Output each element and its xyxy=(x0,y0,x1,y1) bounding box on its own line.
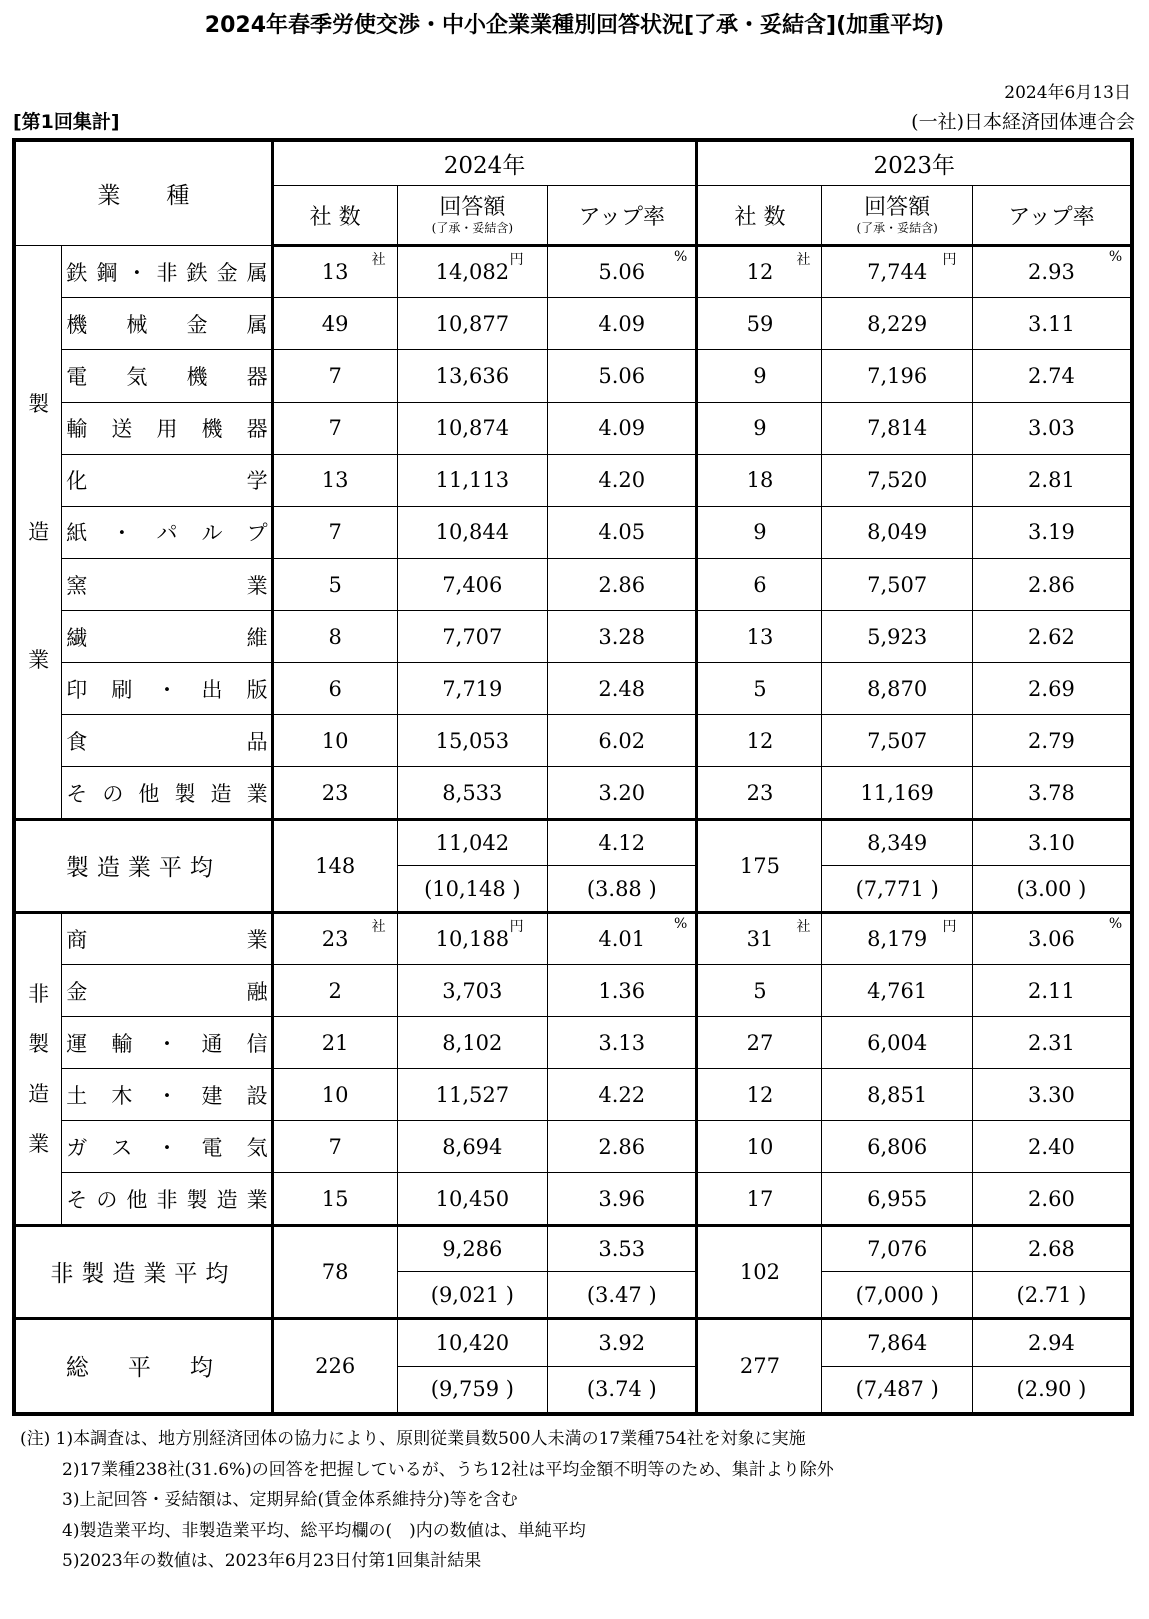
industry-name-char: 輸 xyxy=(111,1031,133,1056)
unit-label: % xyxy=(1108,249,1123,266)
industry-name-char: 業 xyxy=(246,927,268,952)
rate-2024: 6.02 xyxy=(548,715,697,767)
companies-2024: 21 xyxy=(272,1017,397,1069)
industry-name-char: 業 xyxy=(246,781,268,806)
industry-header: 業 種 xyxy=(14,140,272,246)
industry-name-char: プ xyxy=(246,521,268,546)
companies-2023: 27 xyxy=(697,1017,822,1069)
group-label: 非 製 造 業 xyxy=(14,912,62,1225)
amount-2023: 6,955 xyxy=(822,1173,972,1225)
unit-label: % xyxy=(674,915,688,932)
companies-2024: 10 xyxy=(272,715,397,767)
industry-name-char: 鉄 xyxy=(186,260,208,285)
industry-name xyxy=(62,454,272,506)
industry-name-char: の xyxy=(102,781,124,806)
unit-label: % xyxy=(1108,915,1123,932)
industry-name-char: 金 xyxy=(66,979,88,1004)
table-row xyxy=(14,246,1132,298)
industry-name xyxy=(62,611,272,663)
industry-name-char: 刷 xyxy=(111,677,133,702)
amount-2024: 10,874 xyxy=(397,402,547,454)
note-line: 2)17業種238社(31.6%)の回答を把握しているが、うち12社は平均金額不明等のため、集計より除外 xyxy=(62,1459,834,1480)
rate-2024: 3.28 xyxy=(548,611,697,663)
industry-name-char: 維 xyxy=(246,625,268,650)
industry-name-char: 製 xyxy=(174,781,196,806)
companies-2024: 7 xyxy=(272,506,397,558)
amount-2024: 14,082 円 xyxy=(397,246,547,298)
amount-header-2023: 回答額 (了承・妥結含) xyxy=(822,186,972,246)
rate-2024: 5.06 % xyxy=(548,246,697,298)
companies-2024: 13 社 xyxy=(272,246,397,298)
rate-2023-simple: (2.71 ) xyxy=(972,1272,1132,1319)
industry-name-char: 版 xyxy=(246,677,268,702)
table-row xyxy=(14,611,1132,663)
amount-2023: 5,923 xyxy=(822,611,972,663)
industry-name-char: 送 xyxy=(111,417,133,442)
industry-name-char: 金 xyxy=(186,312,208,337)
rate-2024: 4.22 xyxy=(548,1069,697,1121)
industry-name-char: ・ xyxy=(156,1135,178,1160)
table-row xyxy=(14,1173,1132,1225)
amount-2023: 7,507 xyxy=(822,558,972,610)
amount-2023: 8,049 xyxy=(822,506,972,558)
amount-2024: 10,877 xyxy=(397,298,547,350)
rate-2023: 3.19 xyxy=(972,506,1132,558)
average-label: 総 平 均 xyxy=(14,1318,272,1414)
companies-2024: 8 xyxy=(272,611,397,663)
amount-2024: 10,420 xyxy=(397,1318,547,1366)
industry-name-char: 用 xyxy=(156,417,178,442)
amount-2024: 11,113 xyxy=(397,454,547,506)
industry-name xyxy=(62,767,272,819)
industry-name-char: 気 xyxy=(126,365,148,390)
industry-name-char: 製 xyxy=(186,1187,208,1212)
amount-2023-simple: (7,487 ) xyxy=(822,1366,972,1414)
industry-name xyxy=(62,715,272,767)
average-row xyxy=(14,1225,1132,1272)
companies-2024: 5 xyxy=(272,558,397,610)
unit-label: 円 xyxy=(942,252,957,269)
table-row xyxy=(14,964,1132,1016)
rate-2024: 2.48 xyxy=(548,663,697,715)
companies-2024: 13 xyxy=(272,454,397,506)
rate-2023: 2.62 xyxy=(972,611,1132,663)
industry-name-char: ・ xyxy=(126,260,148,285)
rate-2023: 3.78 xyxy=(972,767,1132,819)
rate-2024: 4.12 xyxy=(548,819,697,866)
rate-2023: 3.06 % xyxy=(972,912,1132,964)
companies-2023: 9 xyxy=(697,350,822,402)
rate-2023: 2.81 xyxy=(972,454,1132,506)
companies-2023: 5 xyxy=(697,964,822,1016)
amount-2023: 7,076 xyxy=(822,1225,972,1272)
companies-2023: 6 xyxy=(697,558,822,610)
amount-header-2024: 回答額 (了承・妥結含) xyxy=(397,186,547,246)
industry-name-char: 運 xyxy=(66,1031,88,1056)
rate-2024: 3.92 xyxy=(548,1318,697,1366)
rate-2024: 3.96 xyxy=(548,1173,697,1225)
amount-2023: 7,507 xyxy=(822,715,972,767)
industry-name xyxy=(62,663,272,715)
amount-2024: 11,042 xyxy=(397,819,547,866)
industry-name-char: ガ xyxy=(66,1135,88,1160)
note-line: 3)上記回答・妥結額は、定期昇給(賃金体系維持分)等を含む xyxy=(62,1490,518,1510)
rate-2023: 2.60 xyxy=(972,1173,1132,1225)
unit-label: 社 xyxy=(796,252,811,269)
rate-2024: 4.05 xyxy=(548,506,697,558)
amount-2024: 8,533 xyxy=(397,767,547,819)
note-line: (注) 1)本調査は、地方別経済団体の協力により、原則従業員数500人未満の17業種754社を対象に実施 xyxy=(20,1429,806,1449)
industry-name xyxy=(62,558,272,610)
table-row xyxy=(14,715,1132,767)
unit-label: 円 xyxy=(509,252,524,269)
amount-2023: 7,520 xyxy=(822,454,972,506)
note-line: 4)製造業平均、非製造業平均、総平均欄の( )内の数値は、単純平均 xyxy=(62,1520,586,1541)
companies-header-2024: 社 数 xyxy=(272,186,397,246)
companies-2024: 10 xyxy=(272,1069,397,1121)
industry-name-char: 融 xyxy=(246,979,268,1004)
industry-name-char: そ xyxy=(66,1187,88,1212)
industry-name-char: 非 xyxy=(156,1187,178,1212)
industry-name-char: パ xyxy=(156,521,178,546)
amount-2023: 6,004 xyxy=(822,1017,972,1069)
industry-name-char: 鉄 xyxy=(66,260,88,285)
industry-name-char: 電 xyxy=(66,365,88,390)
unit-label: 社 xyxy=(371,252,386,269)
table-row xyxy=(14,1017,1132,1069)
industry-name-char: 土 xyxy=(66,1083,88,1108)
industry-name xyxy=(62,350,272,402)
amount-2024-simple: (10,148 ) xyxy=(397,866,547,913)
industry-name-char: 品 xyxy=(246,729,268,754)
industry-name-char: 設 xyxy=(246,1083,268,1108)
page-title: 2024年春季労使交渉・中小企業業種別回答状況[了承・妥結含](加重平均) xyxy=(204,13,945,38)
rate-2024: 4.01 % xyxy=(548,912,697,964)
companies-2023: 5 xyxy=(697,663,822,715)
industry-name-char: の xyxy=(96,1187,118,1212)
companies-2023: 175 xyxy=(697,819,822,912)
amount-2023: 8,851 xyxy=(822,1069,972,1121)
companies-2024: 2 xyxy=(272,964,397,1016)
rate-2023: 2.40 xyxy=(972,1121,1132,1173)
industry-name-char: 窯 xyxy=(66,573,88,598)
amount-2024: 13,636 xyxy=(397,350,547,402)
report-date: 2024年6月13日 xyxy=(1004,83,1131,103)
wage-table xyxy=(12,138,1134,1416)
companies-2023: 9 xyxy=(697,402,822,454)
table-row xyxy=(14,1069,1132,1121)
rate-2023-simple: (3.00 ) xyxy=(972,866,1132,913)
rate-header-2023: アップ率 xyxy=(972,186,1132,246)
year-2023-header: 2023年 xyxy=(697,140,1132,186)
rate-2023: 2.74 xyxy=(972,350,1132,402)
table-row xyxy=(14,298,1132,350)
rate-2024: 4.20 xyxy=(548,454,697,506)
amount-2023: 7,814 xyxy=(822,402,972,454)
amount-2024: 9,286 xyxy=(397,1225,547,1272)
rate-2024-simple: (3.74 ) xyxy=(548,1366,697,1414)
amount-2024: 15,053 xyxy=(397,715,547,767)
companies-2023: 277 xyxy=(697,1318,822,1414)
table-row xyxy=(14,558,1132,610)
amount-2023: 8,870 xyxy=(822,663,972,715)
table-row xyxy=(14,506,1132,558)
companies-2023: 31 社 xyxy=(697,912,822,964)
amount-2024: 7,406 xyxy=(397,558,547,610)
industry-name xyxy=(62,912,272,964)
amount-2024-simple: (9,021 ) xyxy=(397,1272,547,1319)
industry-name xyxy=(62,1173,272,1225)
industry-name-char: 食 xyxy=(66,729,88,754)
amount-2024: 10,188 円 xyxy=(397,912,547,964)
industry-name-char: ・ xyxy=(156,677,178,702)
industry-name-char: 気 xyxy=(246,1135,268,1160)
rate-2023: 2.94 xyxy=(972,1318,1132,1366)
industry-name-char: ・ xyxy=(111,521,133,546)
industry-name xyxy=(62,298,272,350)
industry-name-char: ・ xyxy=(156,1083,178,1108)
amount-2023: 7,196 xyxy=(822,350,972,402)
rate-2024: 1.36 xyxy=(548,964,697,1016)
industry-name-char: 電 xyxy=(201,1135,223,1160)
amount-2023: 8,229 xyxy=(822,298,972,350)
unit-label: 社 xyxy=(796,918,811,935)
industry-name-char: 化 xyxy=(66,469,88,494)
amount-2024: 3,703 xyxy=(397,964,547,1016)
amount-2024: 11,527 xyxy=(397,1069,547,1121)
amount-2023-simple: (7,000 ) xyxy=(822,1272,972,1319)
table-row xyxy=(14,1121,1132,1173)
amount-2023: 7,744 円 xyxy=(822,246,972,298)
industry-name xyxy=(62,506,272,558)
rate-2023: 3.10 xyxy=(972,819,1132,866)
industry-name-char: 信 xyxy=(246,1031,268,1056)
industry-name-char: 業 xyxy=(246,1187,268,1212)
table-row xyxy=(14,912,1132,964)
rate-2023: 2.31 xyxy=(972,1017,1132,1069)
industry-name-char: 出 xyxy=(201,677,223,702)
companies-2024: 23 xyxy=(272,767,397,819)
rate-2023: 3.30 xyxy=(972,1069,1132,1121)
batch-label: [第1回集計] xyxy=(13,111,120,133)
companies-2023: 13 xyxy=(697,611,822,663)
amount-2024: 8,694 xyxy=(397,1121,547,1173)
companies-2023: 12 xyxy=(697,1069,822,1121)
rate-2023: 2.93 % xyxy=(972,246,1132,298)
industry-name-char: 属 xyxy=(246,312,268,337)
industry-name-char: ル xyxy=(201,521,223,546)
industry-name-char: 機 xyxy=(66,312,88,337)
industry-name-char: 印 xyxy=(66,677,88,702)
rate-2024: 2.86 xyxy=(548,1121,697,1173)
industry-name-char: 学 xyxy=(246,469,268,494)
table-row xyxy=(14,767,1132,819)
rate-2024-simple: (3.88 ) xyxy=(548,866,697,913)
industry-name-char: 通 xyxy=(201,1031,223,1056)
rate-2023: 2.79 xyxy=(972,715,1132,767)
industry-name xyxy=(62,964,272,1016)
companies-2024: 6 xyxy=(272,663,397,715)
industry-name-char: ス xyxy=(111,1135,133,1160)
rate-2023: 2.69 xyxy=(972,663,1132,715)
industry-name-char: 輸 xyxy=(66,417,88,442)
companies-2023: 17 xyxy=(697,1173,822,1225)
industry-name-char: 商 xyxy=(66,927,88,952)
average-row xyxy=(14,819,1132,866)
companies-2023: 59 xyxy=(697,298,822,350)
amount-2024: 10,450 xyxy=(397,1173,547,1225)
industry-name-char: 建 xyxy=(201,1083,223,1108)
industry-name-char: 属 xyxy=(246,260,268,285)
average-label: 非製造業平均 xyxy=(14,1225,272,1318)
notes xyxy=(20,1424,834,1577)
amount-2024: 7,707 xyxy=(397,611,547,663)
table-row xyxy=(14,350,1132,402)
amount-2024: 10,844 xyxy=(397,506,547,558)
table-row xyxy=(14,663,1132,715)
industry-name-char: 他 xyxy=(126,1187,148,1212)
amount-2024: 8,102 xyxy=(397,1017,547,1069)
rate-2024: 3.53 xyxy=(548,1225,697,1272)
rate-2024: 5.06 xyxy=(548,350,697,402)
amount-2024-simple: (9,759 ) xyxy=(397,1366,547,1414)
unit-label: 社 xyxy=(371,918,386,935)
industry-name-char: そ xyxy=(66,781,88,806)
industry-name-char: ・ xyxy=(156,1031,178,1056)
companies-2023: 12 社 xyxy=(697,246,822,298)
rate-2023: 2.11 xyxy=(972,964,1132,1016)
industry-name-char: 鋼 xyxy=(96,260,118,285)
year-2024-header: 2024年 xyxy=(272,140,697,186)
companies-2024: 226 xyxy=(272,1318,397,1414)
companies-2024: 15 xyxy=(272,1173,397,1225)
industry-name xyxy=(62,1017,272,1069)
amount-2023-simple: (7,771 ) xyxy=(822,866,972,913)
average-row xyxy=(14,1318,1132,1366)
companies-2024: 7 xyxy=(272,350,397,402)
rate-2024: 3.20 xyxy=(548,767,697,819)
unit-label: 円 xyxy=(509,918,524,935)
unit-label: 円 xyxy=(942,918,957,935)
companies-2024: 7 xyxy=(272,402,397,454)
rate-2024: 4.09 xyxy=(548,298,697,350)
rate-2023: 2.86 xyxy=(972,558,1132,610)
companies-2024: 23 社 xyxy=(272,912,397,964)
industry-name-char: 機 xyxy=(186,365,208,390)
industry-name-char: 木 xyxy=(111,1083,133,1108)
companies-2024: 7 xyxy=(272,1121,397,1173)
industry-name xyxy=(62,1069,272,1121)
industry-name xyxy=(62,246,272,298)
industry-name-char: 業 xyxy=(246,573,268,598)
note-line: 5)2023年の数値は、2023年6月23日付第1回集計結果 xyxy=(62,1551,482,1571)
industry-name xyxy=(62,402,272,454)
companies-2023: 18 xyxy=(697,454,822,506)
rate-2024: 3.13 xyxy=(548,1017,697,1069)
industry-name-char: 械 xyxy=(126,312,148,337)
companies-2023: 9 xyxy=(697,506,822,558)
industry-name-char: 繊 xyxy=(66,625,88,650)
industry-name-char: 器 xyxy=(246,365,268,390)
companies-2024: 148 xyxy=(272,819,397,912)
average-label: 製造業平均 xyxy=(14,819,272,912)
organization-name: (一社)日本経済団体連合会 xyxy=(911,111,1135,133)
table-row xyxy=(14,454,1132,506)
rate-2024: 2.86 xyxy=(548,558,697,610)
amount-2023: 7,864 xyxy=(822,1318,972,1366)
companies-2023: 23 xyxy=(697,767,822,819)
industry-name-char: 器 xyxy=(246,417,268,442)
rate-2023: 3.03 xyxy=(972,402,1132,454)
amount-2023: 6,806 xyxy=(822,1121,972,1173)
rate-2024: 4.09 xyxy=(548,402,697,454)
group-label: 製 造 業 xyxy=(14,246,62,819)
companies-2023: 102 xyxy=(697,1225,822,1318)
amount-2024: 7,719 xyxy=(397,663,547,715)
amount-2023: 11,169 xyxy=(822,767,972,819)
companies-2024: 49 xyxy=(272,298,397,350)
rate-2023-simple: (2.90 ) xyxy=(972,1366,1132,1414)
industry-name-char: 金 xyxy=(216,260,238,285)
amount-2023: 8,349 xyxy=(822,819,972,866)
amount-2023: 4,761 xyxy=(822,964,972,1016)
industry-name xyxy=(62,1121,272,1173)
industry-name-char: 他 xyxy=(138,781,160,806)
rate-2023: 2.68 xyxy=(972,1225,1132,1272)
industry-name-char: 紙 xyxy=(66,521,88,546)
industry-name-char: 機 xyxy=(201,417,223,442)
rate-2023: 3.11 xyxy=(972,298,1132,350)
industry-name-char: 造 xyxy=(210,781,232,806)
companies-header-2023: 社 数 xyxy=(697,186,822,246)
rate-header-2024: アップ率 xyxy=(548,186,697,246)
unit-label: % xyxy=(674,249,688,266)
amount-2023: 8,179 円 xyxy=(822,912,972,964)
rate-2024-simple: (3.47 ) xyxy=(548,1272,697,1319)
companies-2023: 10 xyxy=(697,1121,822,1173)
companies-2024: 78 xyxy=(272,1225,397,1318)
table-row xyxy=(14,402,1132,454)
companies-2023: 12 xyxy=(697,715,822,767)
industry-name-char: 非 xyxy=(156,260,178,285)
industry-name-char: 造 xyxy=(216,1187,238,1212)
